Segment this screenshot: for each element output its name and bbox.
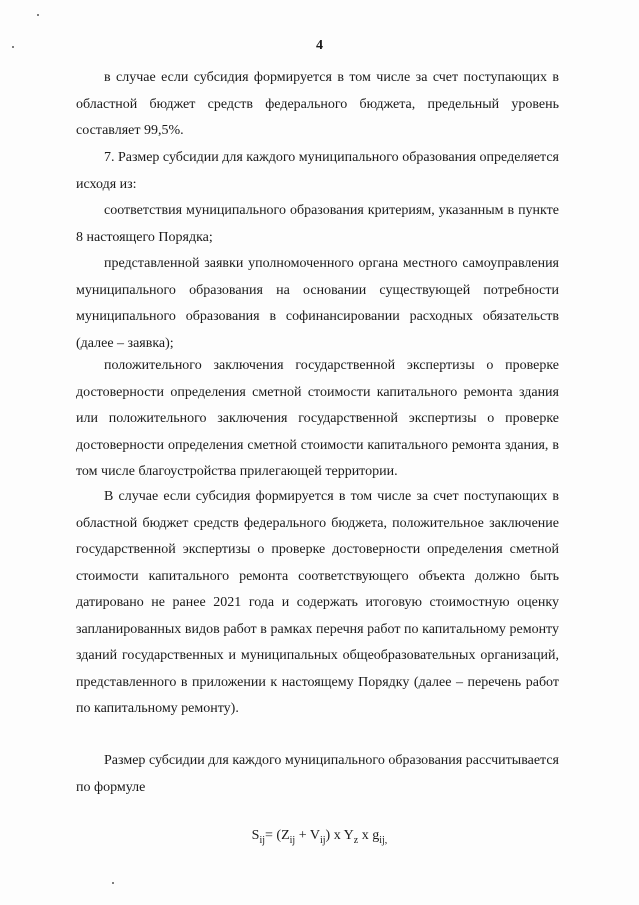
paragraph-subsidy-size-basis: 7. Размер субсидии для каждого муниципального образования определяется исходя из: [76, 150, 559, 192]
paragraph-state-expertise: положительного заключения государственной экспертизы о проверке достоверности определения сметной стоимости капитального ремонта здания или положительного заключения государственной экспертизы о проверке достоверности определения сметной стоимости капитального ремонта здания, в том числе благоустройства прилегающей территории. [76, 358, 559, 479]
paragraph-federal-share-limit: в случае если субсидия формируется в том числе за счет поступающих в областной бюджет средств федерального бюджета, предельный уровень составляет 99,5%. [76, 70, 559, 138]
paragraph-formula-intro: Размер субсидии для каждого муниципального образования рассчитывается по формуле [76, 753, 559, 795]
paragraph-federal-funding-case: В случае если субсидия формируется в том числе за счет поступающих в областной бюджет средств федерального бюджета, положительное заключение государственной экспертизы о проверке достоверности определения сметной стоимости капитального ремонта соответствующего объекта должно быть датировано не ранее 2021 года и содержать итоговую стоимостную оценку запланированных видов работ в рамках перечня работ по капитальному ремонту зданий государственных и муниципальных общеобразовательных организаций, представленного в приложении к настоящему Порядку (далее – перечень работ по капитальному ремонту). [76, 489, 559, 716]
subsidy-formula: $S_{ij}= (Z_{ij} + V_{ij})$ x $Y_z$ x $g_{ij,}$ [251, 828, 388, 846]
paragraph-application: представленной заявки уполномоченного органа местного самоуправления муниципального образования на основании существующей потребности муниципального образования в софинансировании расходных обязательств (далее – заявка); [76, 256, 559, 351]
scan-speck [112, 882, 114, 884]
paragraph-criteria-compliance: соответствия муниципального образования критериям, указанным в пункте 8 настоящего Порядка; [76, 203, 559, 245]
page-number: 4 [316, 38, 323, 53]
scan-speck [37, 14, 39, 16]
